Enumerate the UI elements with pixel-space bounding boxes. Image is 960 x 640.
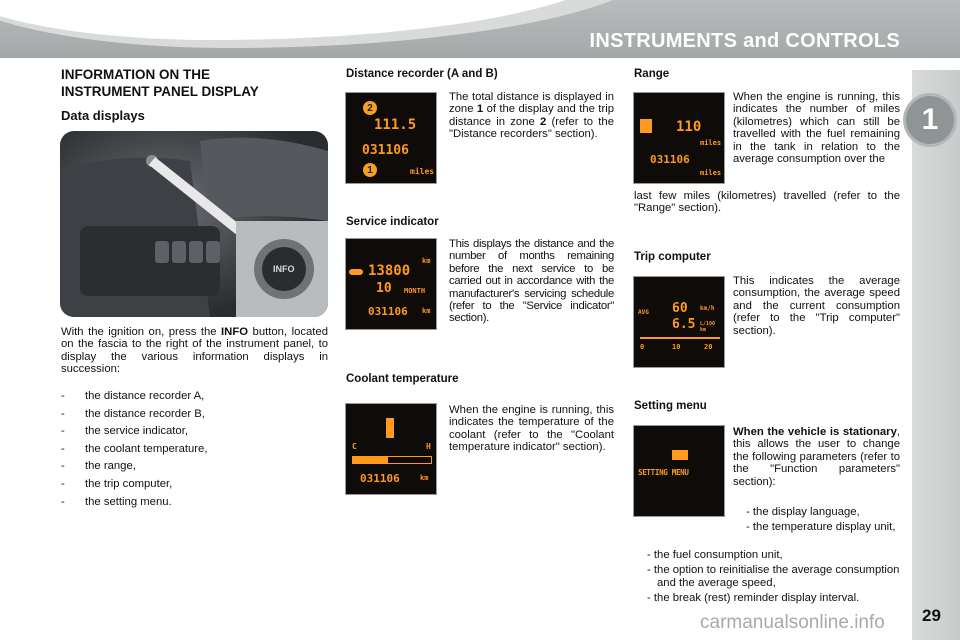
stationary-keyword: When the vehicle is stationary bbox=[733, 426, 897, 438]
service-text: This displays the distance and the number of months remaining before the next service to be carried out in accordance with the manufacturer's servicing schedule (refer to the "Service indicator" section). bbox=[449, 238, 614, 325]
lcd-speed-unit: km/h bbox=[700, 305, 715, 312]
thermometer-icon bbox=[386, 418, 394, 438]
fascia-photo bbox=[60, 131, 328, 317]
lcd-scale-10: 10 bbox=[672, 343, 681, 351]
lcd-total-value: 031106 bbox=[360, 472, 400, 485]
section-title: INSTRUMENTS and CONTROLS bbox=[589, 30, 900, 52]
range-text-continued: last few miles (kilometres) travelled (refer to the "Range" section). bbox=[634, 190, 900, 215]
lcd-km-unit: km bbox=[422, 257, 431, 265]
lcd-scale-bar bbox=[640, 337, 720, 339]
lcd-months: 10 bbox=[376, 281, 392, 296]
lcd-hot-label: H bbox=[426, 442, 431, 451]
lcd-trip-value: 111.5 bbox=[374, 117, 417, 133]
lcd-month-label: MONTH bbox=[404, 287, 426, 295]
lcd-unit: miles bbox=[700, 169, 722, 177]
zone-1-marker: 1 bbox=[363, 163, 377, 177]
distance-text-a: The total distance is displayed in zone bbox=[449, 91, 614, 116]
distance-text-c: (refer to the "Distance recorders" section). bbox=[449, 115, 614, 141]
trip-lcd bbox=[633, 276, 725, 368]
list-item: - the distance recorder A, bbox=[61, 388, 328, 406]
info-button-label: INFO bbox=[273, 264, 295, 274]
list-item: - the option to reinitialise the average consumption and the average speed, bbox=[634, 564, 900, 589]
lcd-service-distance: 13800 bbox=[368, 263, 411, 279]
distance-heading: Distance recorder (A and B) bbox=[346, 68, 498, 80]
service-heading: Service indicator bbox=[346, 216, 439, 228]
distance-text bbox=[449, 91, 614, 141]
coolant-lcd bbox=[345, 403, 437, 495]
side-tab-strip bbox=[912, 70, 960, 640]
list-item: - the range, bbox=[61, 458, 328, 476]
display-list bbox=[61, 388, 328, 511]
watermark: carmanualsonline.info bbox=[700, 612, 885, 633]
list-item: - the coolant temperature, bbox=[61, 441, 328, 459]
lcd-cold-label: C bbox=[352, 442, 357, 451]
intro-paragraph bbox=[61, 326, 328, 376]
setting-list bbox=[634, 549, 900, 608]
list-item: - the break (rest) reminder display interval. bbox=[634, 592, 900, 604]
range-text: When the engine is running, this indicates the number of miles (kilometres) which can still be travelled with the fuel remaining in the tank in relation to the average consumption over the bbox=[733, 91, 900, 166]
intro-text-rest: button, located on the fascia to the right of the instrument panel, to display the various information displays in succession: bbox=[61, 326, 328, 376]
distance-text-b: of the display and the trip distance in zone bbox=[449, 103, 615, 128]
fascia-illustration bbox=[60, 131, 328, 317]
lcd-setting-label: SETTING MENU bbox=[638, 468, 689, 477]
coolant-heading: Coolant temperature bbox=[346, 373, 459, 385]
lcd-unit: km bbox=[420, 474, 429, 482]
setting-heading: Setting menu bbox=[634, 400, 707, 412]
intro-text: With the ignition on, press the bbox=[61, 326, 222, 338]
service-lcd bbox=[345, 238, 437, 330]
fuel-pump-icon bbox=[640, 119, 652, 133]
lcd-total-value: 031106 bbox=[362, 143, 409, 158]
lcd-speed: 60 bbox=[672, 301, 688, 316]
lcd-consumption: 6.5 bbox=[672, 317, 696, 332]
distance-lcd bbox=[345, 92, 437, 184]
setting-text bbox=[733, 426, 900, 488]
info-keyword: INFO bbox=[221, 326, 249, 338]
zone-2-marker: 2 bbox=[363, 101, 377, 115]
lcd-range-value: 110 bbox=[676, 119, 702, 135]
lcd-total-value: 031106 bbox=[368, 305, 408, 318]
chapter-badge: 1 bbox=[906, 96, 954, 144]
range-heading: Range bbox=[634, 68, 670, 80]
setting-sublist bbox=[733, 506, 900, 537]
list-item: - the distance recorder B, bbox=[61, 406, 328, 424]
wrench-icon bbox=[349, 269, 363, 275]
data-displays-heading: Data displays bbox=[61, 108, 145, 123]
zone-1-ref: 1 bbox=[476, 103, 484, 116]
lcd-scale-0: 0 bbox=[640, 343, 645, 351]
lcd-consumption-unit: L/100 km bbox=[700, 321, 716, 333]
zone-2-ref: 2 bbox=[539, 115, 547, 128]
list-item: - the temperature display unit, bbox=[733, 521, 900, 533]
temp-gauge bbox=[352, 456, 432, 464]
lcd-unit: km bbox=[422, 307, 431, 315]
list-item: - the trip computer, bbox=[61, 476, 328, 494]
trip-heading: Trip computer bbox=[634, 251, 711, 263]
list-item: - the display language, bbox=[733, 506, 900, 518]
temp-gauge-fill bbox=[353, 457, 388, 463]
lcd-unit: miles bbox=[410, 167, 435, 176]
page-header bbox=[0, 0, 960, 58]
page-number: 29 bbox=[922, 606, 941, 625]
setting-lcd bbox=[633, 425, 725, 517]
page-title-line2: INSTRUMENT PANEL DISPLAY bbox=[61, 84, 259, 99]
setting-text-rest: , this allows the user to change the following parameters (refer to the "Function parameters" section): bbox=[733, 426, 900, 488]
lcd-scale-20: 20 bbox=[704, 343, 713, 351]
range-lcd bbox=[633, 92, 725, 184]
list-item: - the service indicator, bbox=[61, 423, 328, 441]
page-title-line1: INFORMATION ON THE bbox=[61, 67, 210, 82]
lcd-range-unit: miles bbox=[700, 139, 722, 147]
coolant-text: When the engine is running, this indicates the temperature of the coolant (refer to the "Coolant temperature indicator" section). bbox=[449, 404, 614, 454]
trip-text: This indicates the average consumption, the average speed and the current consumption (refer to the "Trip computer" section). bbox=[733, 275, 900, 337]
list-item: - the fuel consumption unit, bbox=[634, 549, 900, 561]
lcd-total-value: 031106 bbox=[650, 153, 690, 166]
lcd-avg-label: AVG bbox=[638, 309, 649, 316]
menu-icon bbox=[672, 450, 688, 460]
list-item: - the setting menu. bbox=[61, 494, 328, 512]
